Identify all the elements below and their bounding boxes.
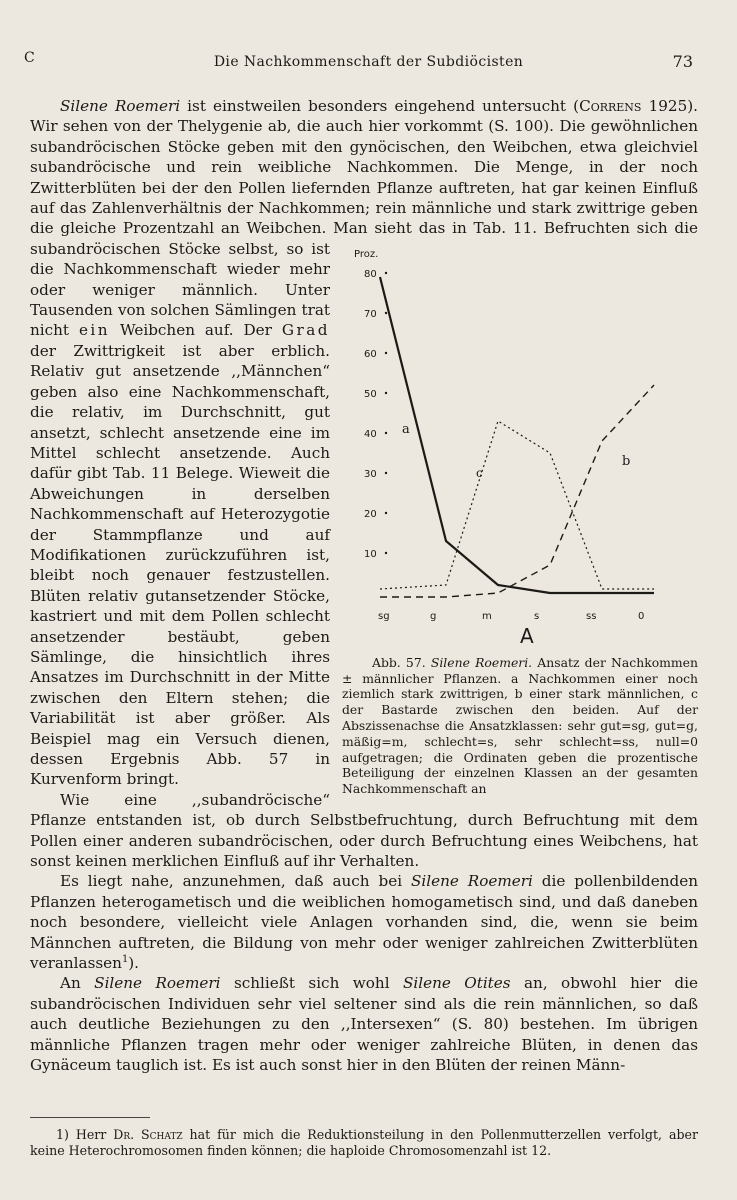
running-title: Die Nachkommenschaft der Subdiöcisten: [213, 54, 524, 70]
species-name: Silene Roemeri: [60, 97, 181, 115]
series-label-a: a: [402, 421, 410, 437]
paragraph-3: Es liegt nahe, anzunehmen, daß auch bei Silene Roemeri die pollenbildenden Pflanzen heterogametisch und die weiblichen homogametisch sind, und daß daneben noch besondere, vielleicht viele Anlagen vorhanden sind, die, wenn sie beim Männchen auftreten, die Bildung von mehr oder weniger zahlreichen Zwitterblüten veranlassen$^1$).: [30, 872, 698, 973]
series-label-c: c: [476, 465, 483, 480]
y-tick-mark: [385, 352, 387, 354]
paragraph-2: Wie eine ,,subandröcische“ Pflanze entstanden ist, ob durch Selbstbefruchtung, durch Befruchtung mit dem Pollen einer anderen subandröcischen, oder durch Befruchtung eines Weibchens, hat sonst keinen merklichen Einfluß auf ihr Verhalten.: [30, 790, 698, 871]
y-tick-mark: [385, 512, 387, 514]
x-tick-label: 0: [638, 610, 645, 622]
footnote-ref: 1: [121, 954, 129, 965]
figure-57: [342, 243, 698, 797]
y-tick-mark: [385, 312, 387, 314]
y-tick-label: 60: [364, 348, 377, 360]
chart-abb-57: [342, 243, 698, 651]
y-tick-label: 70: [364, 308, 377, 320]
species-name: Silene Otites: [402, 974, 511, 993]
y-tick-mark: [385, 432, 387, 434]
footnote-rule: [30, 1117, 150, 1118]
figure-caption: [342, 655, 698, 797]
y-tick-mark: [385, 272, 387, 274]
y-tick-label: 10: [364, 548, 377, 560]
y-axis-label: Proz.: [354, 248, 379, 260]
y-tick-label: 80: [364, 268, 377, 280]
spaced-word-grad: Grad: [281, 321, 330, 340]
y-tick-mark: [385, 472, 387, 474]
series-line-a: [380, 277, 654, 593]
paragraph-1-part-b: so ist die Nachkommenschaft wieder mehr oder weniger männlich. Unter Tausenden von solchen Sämlingen trat nicht: [30, 239, 330, 340]
x-axis-label: A: [520, 623, 534, 648]
spaced-word-ein: ein: [78, 321, 111, 340]
footnote-name: Dr. Schatz: [113, 1127, 183, 1142]
series-line-c: [380, 421, 654, 589]
y-tick-mark: [385, 552, 387, 554]
author-name: Correns: [579, 97, 642, 115]
caption-body: Ansatz der Nachkommen ± männlicher Pflanzen. a Nachkommen einer noch ziemlich stark zwittrigen, b einer stark männlichen, c der Bastarde zwischen den beiden. Auf der Abszissenachse die Ansatzklassen: sehr gut=sg, gut=g, mäßig=m, schlecht=s, sehr schlecht=ss, null=0 aufgetragen; die Ordinaten geben die prozentische Beteiligung der einzelnen Klassen an der gesamten Nachkommenschaft an: [342, 654, 698, 797]
y-tick-label: 20: [364, 508, 377, 520]
footnote: 1) Herr Dr. Schatz hat für mich die Reduktionsteilung in den Pollenmutterzellen verfolgt, aber keine Heterochromosomen finden können; die haploide Chromosomenzahl ist 12.: [30, 1127, 698, 1158]
species-name: Silene Roemeri: [94, 974, 221, 993]
x-tick-label: sg: [378, 610, 390, 622]
y-tick-label: 40: [364, 428, 377, 440]
x-tick-label: g: [430, 610, 437, 622]
series-line-b: [380, 385, 654, 597]
header-left-mark: C: [24, 50, 35, 66]
page-number: 73: [672, 52, 693, 71]
main-text: [30, 96, 698, 1076]
species-name: Silene Roemeri: [410, 872, 533, 891]
paragraph-1: Silene Roemeri ist einstweilen besonders eingehend untersucht (Correns 1925). Wir sehen von der Thelygenie ab, die auch hier vorkommt (S. 100). Die gewöhnlichen subandröcischen Stöcke geben mit den gynöcischen, den Weibchen, etwa gleichviel subandröcische und rein weibliche Nachkommen. Die Menge, in der noch Zwitterblüten bei der den Pollen liefernden Pflanze auftreten, hat gar keinen Einfluß auf das Zahlenverhältnis der Nachkommen; rein männliche und stark zwittrige geben die gleiche Prozentzahl an Weibchen. Man sieht das in Tab. 11. Befruchten sich die subandröcischen Stöcke selbst, Proz. 10 20 30 40 50 60 70 80 sg g m s ss 0 A a c b Abb. 57. Silene Roemeri. Ansatz der Nachkommen ± männlicher Pflanzen. a Nachkommen einer noch ziemlich stark zwittrigen, b einer stark männlichen, c der Bastarde zwischen den beiden. Auf der Abszissenachse die Ansatzklassen: sehr gut=sg, gut=g, mäßig=m, schlecht=s, sehr schlecht=ss, null=0 aufgetragen; die Ordinaten geben die prozentische Beteiligung der einzelnen Klassen an der gesamten Nachkommenschaft an so ist die Nachkommenschaft wieder mehr oder weniger männlich. Unter Tausenden von solchen Sämlingen trat nicht ein Weibchen auf. Der Grad der Zwittrigkeit ist aber erblich. Relativ gut ansetzende ,,Männchen“ geben also eine Nachkommenschaft, die relativ, im Durchschnitt, gut ansetzt, schlecht ansetzende eine im Mittel schlecht ansetzende. Auch dafür gibt Tab. 11 Belege. Wieweit die Abweichungen in derselben Nachkommenschaft auf Heterozygotie der Stammpflanze und auf Modifikationen zurückzuführen ist, bleibt noch genauer festzustellen. Blüten relativ gutansetzender Stöcke, kastriert und mit dem Pollen schlecht ansetzender bestäubt, geben Sämlinge, die hinsichtlich ihres Ansatzes im Durchschnitt in der Mitte zwischen den Eltern stehen; die Variabilität ist aber größer. Als Beispiel mag ein Versuch dienen, dessen Ergebnis Abb. 57 in Kurvenform bringt.: [30, 97, 698, 797]
paragraph-4: An Silene Roemeri schließt sich wohl Silene Otites an, obwohl hier die subandröcischen Individuen sehr viel seltener sind als die rein männlichen, so daß auch deutliche Beziehungen zu den ,,Intersexen“ (S. 80) bestehen. Im übrigen männliche Pflanzen tragen mehr oder weniger zahlreiche Blüten, in denen das Gynäceum tauglich ist. Es ist auch sonst hier in den Blüten der reinen Männ-: [30, 974, 698, 1075]
x-tick-label: m: [482, 610, 492, 622]
paragraph-1-part-a: 1925). Wir sehen von der Thelygenie ab, die auch hier vorkommt (S. 100). Die gewöhnlichen subandröcischen Stöcke geben mit den gynöcischen, den Weibchen, etwa gleichviel subandröcische und rein weibliche Nachkommen. Die Menge, in der noch Zwitterblüten bei der den Pollen liefernden Pflanze auftreten, hat gar keinen Einfluß auf das Zahlenverhältnis der Nachkommen; rein männliche und stark zwittrige geben die gleiche Prozentzahl an Weibchen. Man sieht das in Tab. 11. Befruchten sich die subandröcischen Stöcke selbst,: [30, 97, 698, 258]
y-tick-mark: [385, 392, 387, 394]
x-tick-label: ss: [586, 610, 597, 622]
y-tick-label: 50: [364, 388, 377, 400]
caption-label: Abb. 57.: [372, 654, 426, 670]
caption-species: Silene Roemeri.: [430, 654, 533, 670]
series-label-b: b: [622, 453, 631, 469]
x-tick-label: s: [534, 610, 540, 622]
y-tick-label: 30: [364, 468, 377, 480]
page-header: [0, 50, 737, 74]
